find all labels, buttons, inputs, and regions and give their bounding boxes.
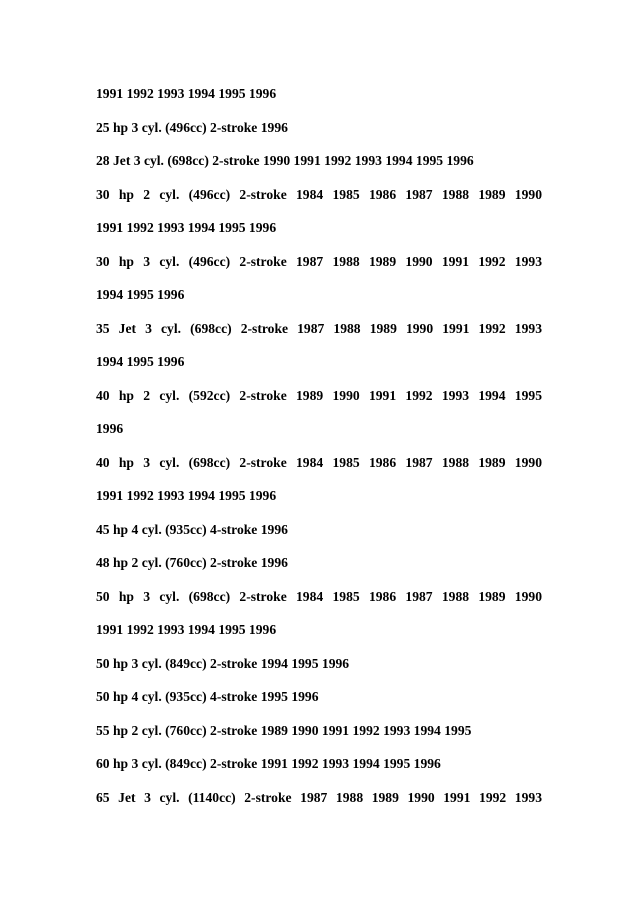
text-line: 48 hp 2 cyl. (760cc) 2-stroke 1996: [96, 555, 288, 570]
text-line: 30 hp 2 cyl. (496cc) 2-stroke 1984 1985 1986 1987 1988 1989 1990: [96, 186, 542, 202]
text-line: 1991 1992 1993 1994 1995 1996: [96, 622, 277, 637]
text-line: 30 hp 3 cyl. (496cc) 2-stroke 1987 1988 1989 1990 1991 1992 1993: [96, 253, 542, 269]
text-line: 40 hp 2 cyl. (592cc) 2-stroke 1989 1990 1991 1992 1993 1994 1995: [96, 387, 542, 403]
text-line: 1994 1995 1996: [96, 287, 185, 302]
document-body: [96, 86, 542, 823]
text-line: 55 hp 2 cyl. (760cc) 2-stroke 1989 1990 1991 1992 1993 1994 1995: [96, 722, 472, 738]
text-line: 45 hp 4 cyl. (935cc) 4-stroke 1996: [96, 521, 288, 537]
text-line: 50 hp 3 cyl. (698cc) 2-stroke 1984 1985 1986 1987 1988 1989 1990: [96, 588, 542, 604]
text-line: 50 hp 4 cyl. (935cc) 4-stroke 1995 1996: [96, 689, 319, 704]
text-line: 50 hp 3 cyl. (849cc) 2-stroke 1994 1995 1996: [96, 655, 350, 671]
text-line: 1996: [96, 421, 124, 436]
text-line: 25 hp 3 cyl. (496cc) 2-stroke 1996: [96, 119, 288, 135]
text-line: 60 hp 3 cyl. (849cc) 2-stroke 1991 1992 1993 1994 1995 1996: [96, 756, 441, 771]
text-line: 40 hp 3 cyl. (698cc) 2-stroke 1984 1985 1986 1987 1988 1989 1990: [96, 454, 542, 470]
text-line: 65 Jet 3 cyl. (1140cc) 2-stroke 1987 1988 1989 1990 1991 1992 1993: [96, 789, 542, 805]
text-line: 35 Jet 3 cyl. (698cc) 2-stroke 1987 1988 1989 1990 1991 1992 1993: [96, 320, 542, 336]
text-line: 28 Jet 3 cyl. (698cc) 2-stroke 1990 1991 1992 1993 1994 1995 1996: [96, 153, 474, 168]
text-line: 1991 1992 1993 1994 1995 1996: [96, 86, 277, 101]
text-line: 1994 1995 1996: [96, 354, 185, 369]
text-line: 1991 1992 1993 1994 1995 1996: [96, 488, 277, 503]
text-line: 1991 1992 1993 1994 1995 1996: [96, 220, 277, 235]
